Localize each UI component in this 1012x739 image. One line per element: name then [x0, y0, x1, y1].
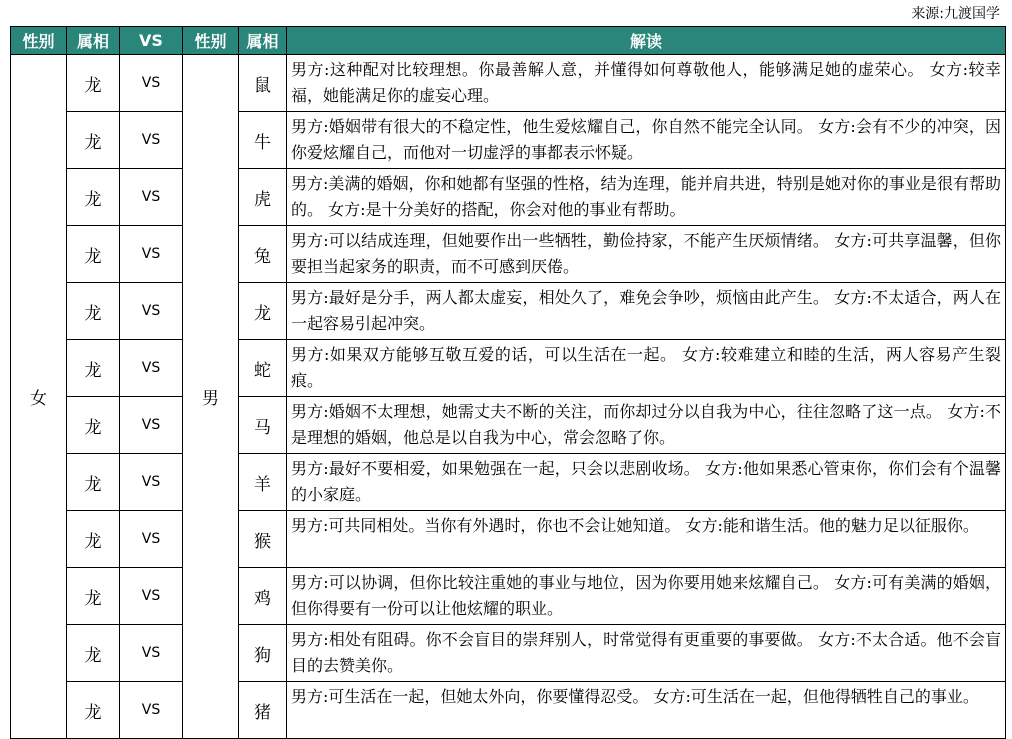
- table-row: [11, 397, 1006, 454]
- table-row: [11, 340, 1006, 397]
- interpretation-cell: 男方:最好是分手，两人都太虚妄，相处久了，难免会争吵，烦恼由此产生。 女方:不太适合，两人在一起容易引起冲突。: [287, 283, 1006, 340]
- female-zodiac-cell: 龙: [67, 511, 120, 568]
- table-row: [11, 55, 1006, 112]
- female-zodiac-cell: 龙: [67, 169, 120, 226]
- female-zodiac-cell: 龙: [67, 625, 120, 682]
- table-row: [11, 511, 1006, 568]
- compatibility-table: [10, 26, 1006, 739]
- interpretation-cell: 男方:最好不要相爱，如果勉强在一起，只会以悲剧收场。 女方:他如果悉心管束你，你们会有个温馨的小家庭。: [287, 454, 1006, 511]
- header-row: [11, 27, 1006, 55]
- interpretation-cell: 男方:婚姻带有很大的不稳定性，他生爱炫耀自己，你自然不能完全认同。 女方:会有不少的冲突，因你爱炫耀自己，而他对一切虚浮的事都表示怀疑。: [287, 112, 1006, 169]
- header-zodiac-female: 属相: [67, 27, 120, 55]
- male-zodiac-cell: 狗: [239, 625, 287, 682]
- interpretation-cell: 男方:相处有阻碍。你不会盲目的崇拜别人，时常觉得有更重要的事要做。 女方:不太合适。他不会盲目的去赞美你。: [287, 625, 1006, 682]
- male-zodiac-cell: 马: [239, 397, 287, 454]
- vs-cell: VS: [120, 682, 183, 739]
- female-zodiac-cell: 龙: [67, 682, 120, 739]
- female-gender-cell: 女: [11, 55, 67, 739]
- male-zodiac-cell: 龙: [239, 283, 287, 340]
- interpretation-cell: 男方:美满的婚姻，你和她都有坚强的性格，结为连理，能并肩共进，特别是她对你的事业是很有帮助的。 女方:是十分美好的搭配，你会对他的事业有帮助。: [287, 169, 1006, 226]
- female-zodiac-cell: 龙: [67, 283, 120, 340]
- male-zodiac-cell: 虎: [239, 169, 287, 226]
- vs-cell: VS: [120, 397, 183, 454]
- table-row: [11, 568, 1006, 625]
- table-row: [11, 625, 1006, 682]
- table-row: [11, 112, 1006, 169]
- male-zodiac-cell: 鼠: [239, 55, 287, 112]
- vs-cell: VS: [120, 169, 183, 226]
- table-row: [11, 283, 1006, 340]
- interpretation-cell: 男方:如果双方能够互敬互爱的话，可以生活在一起。 女方:较难建立和睦的生活，两人容易产生裂痕。: [287, 340, 1006, 397]
- vs-cell: VS: [120, 568, 183, 625]
- vs-cell: VS: [120, 625, 183, 682]
- interpretation-cell: 男方:可以结成连理，但她要作出一些牺牲，勤俭持家，不能产生厌烦情绪。 女方:可共享温馨，但你要担当起家务的职责，而不可感到厌倦。: [287, 226, 1006, 283]
- table-row: [11, 169, 1006, 226]
- female-zodiac-cell: 龙: [67, 112, 120, 169]
- vs-cell: VS: [120, 283, 183, 340]
- table-row: [11, 682, 1006, 739]
- vs-cell: VS: [120, 511, 183, 568]
- table-row: [11, 226, 1006, 283]
- female-zodiac-cell: 龙: [67, 568, 120, 625]
- header-vs: VS: [120, 27, 183, 55]
- vs-cell: VS: [120, 55, 183, 112]
- header-gender-female: 性别: [11, 27, 67, 55]
- interpretation-cell: 男方:可以协调，但你比较注重她的事业与地位，因为你要用她来炫耀自己。 女方:可有美满的婚姻，但你得要有一份可以让他炫耀的职业。: [287, 568, 1006, 625]
- interpretation-cell: 男方:这种配对比较理想。你最善解人意，并懂得如何尊敬他人，能够满足她的虚荣心。 女方:较幸福，她能满足你的虚妄心理。: [287, 55, 1006, 112]
- interpretation-cell: 男方:可生活在一起，但她太外向，你要懂得忍受。 女方:可生活在一起，但他得牺牲自己的事业。: [287, 682, 1006, 739]
- vs-cell: VS: [120, 112, 183, 169]
- male-gender-cell: 男: [183, 55, 239, 739]
- male-zodiac-cell: 猴: [239, 511, 287, 568]
- vs-cell: VS: [120, 226, 183, 283]
- male-zodiac-cell: 兔: [239, 226, 287, 283]
- female-zodiac-cell: 龙: [67, 340, 120, 397]
- male-zodiac-cell: 蛇: [239, 340, 287, 397]
- male-zodiac-cell: 猪: [239, 682, 287, 739]
- male-zodiac-cell: 羊: [239, 454, 287, 511]
- interpretation-cell: 男方:可共同相处。当你有外遇时，你也不会让她知道。 女方:能和谐生活。他的魅力足以征服你。: [287, 511, 1006, 568]
- female-zodiac-cell: 龙: [67, 55, 120, 112]
- female-zodiac-cell: 龙: [67, 454, 120, 511]
- header-zodiac-male: 属相: [239, 27, 287, 55]
- vs-cell: VS: [120, 454, 183, 511]
- female-zodiac-cell: 龙: [67, 226, 120, 283]
- source-label: 来源:九渡国学: [911, 6, 1000, 22]
- interpretation-cell: 男方:婚姻不太理想，她需丈夫不断的关注，而你却过分以自我为中心，往往忽略了这一点。 女方:不是理想的婚姻，他总是以自我为中心，常会忽略了你。: [287, 397, 1006, 454]
- vs-cell: VS: [120, 340, 183, 397]
- table-row: [11, 454, 1006, 511]
- male-zodiac-cell: 牛: [239, 112, 287, 169]
- female-zodiac-cell: 龙: [67, 397, 120, 454]
- male-zodiac-cell: 鸡: [239, 568, 287, 625]
- table-body: [11, 55, 1006, 739]
- header-interpretation: 解读: [287, 27, 1006, 55]
- header-gender-male: 性别: [183, 27, 239, 55]
